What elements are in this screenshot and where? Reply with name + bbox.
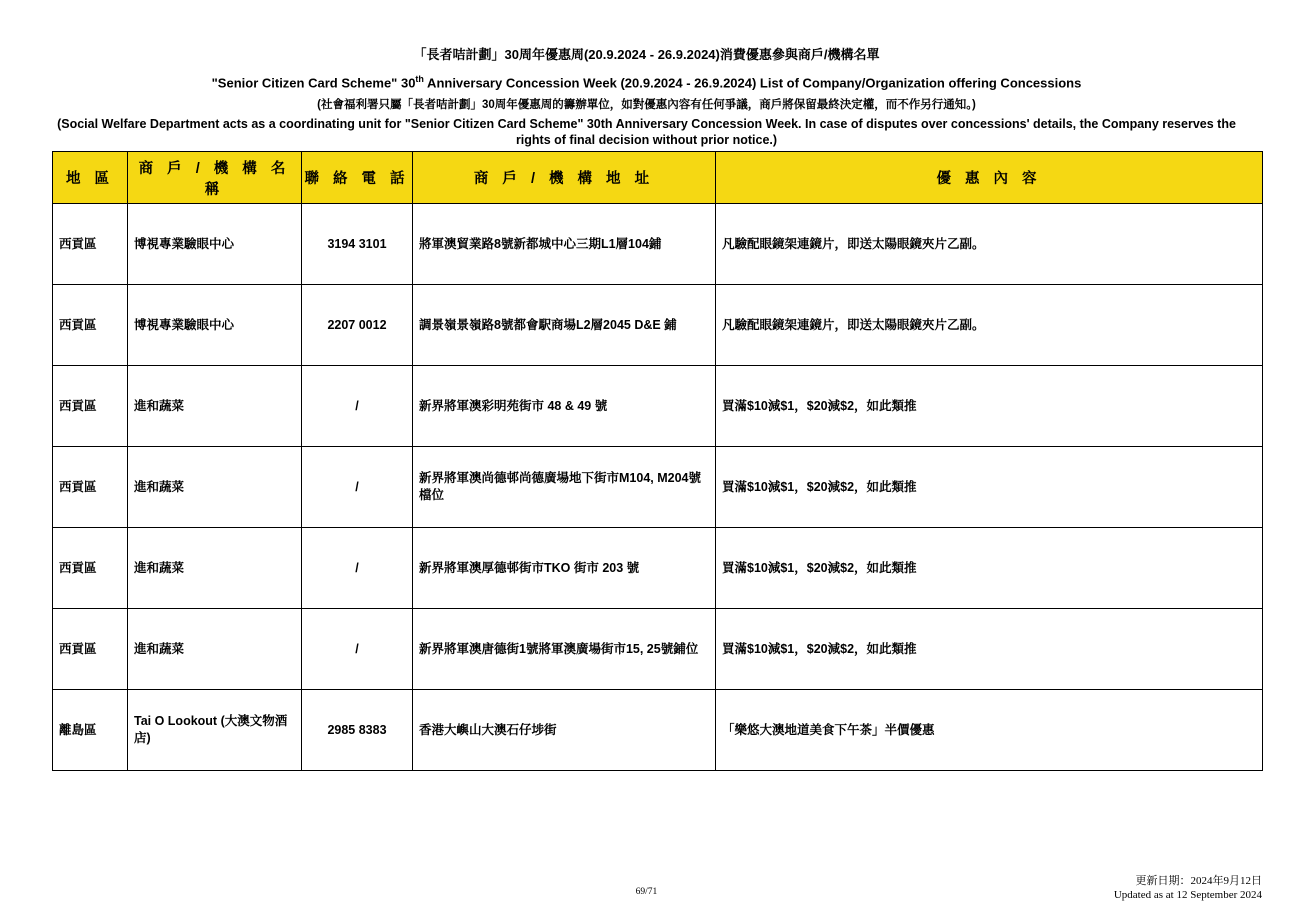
- title-chinese: 「長者咭計劃」30周年優惠周(20.9.2024 - 26.9.2024)消費優惠參與商戶/機構名單: [413, 47, 880, 62]
- cell-name: 博視專業驗眼中心: [128, 285, 302, 366]
- cell-address: 新界將軍澳唐德街1號將軍澳廣場街市15, 25號鋪位: [413, 609, 716, 690]
- cell-address: 香港大嶼山大澳石仔埗街: [413, 690, 716, 771]
- document-header: [46, 44, 1247, 165]
- cell-phone: /: [302, 528, 413, 609]
- table-row: [53, 366, 1263, 447]
- table-row: [53, 528, 1263, 609]
- cell-address: 將軍澳貿業路8號新都城中心三期L1層104鋪: [413, 204, 716, 285]
- title-english-prefix: "Senior Citizen Card Scheme" 30: [211, 75, 416, 91]
- column-header-concession: 優 惠 內 容: [716, 152, 1263, 204]
- cell-address: 新界將軍澳彩明苑街市 48 & 49 號: [413, 366, 716, 447]
- cell-address: 調景嶺景嶺路8號都會駅商場L2層2045 D&E 鋪: [413, 285, 716, 366]
- cell-phone: 2985 8383: [302, 690, 413, 771]
- cell-phone: /: [302, 366, 413, 447]
- cell-concession: 凡驗配眼鏡架連鏡片，即送太陽眼鏡夾片乙副。: [716, 285, 1263, 366]
- cell-phone: /: [302, 609, 413, 690]
- cell-district: 西貢區: [53, 609, 128, 690]
- column-header-name: 商 戶 / 機 構 名 稱: [128, 152, 302, 204]
- cell-district: 離島區: [53, 690, 128, 771]
- cell-district: 西貢區: [53, 285, 128, 366]
- cell-phone: 3194 3101: [302, 204, 413, 285]
- cell-name: 進和蔬菜: [128, 528, 302, 609]
- cell-district: 西貢區: [53, 528, 128, 609]
- update-date-block: [1114, 874, 1262, 902]
- title-english-suffix: Anniversary Concession Week (20.9.2024 - 26.9.2024) List of Company/Organization offering Concessions: [423, 75, 1082, 91]
- cell-name: 進和蔬菜: [128, 447, 302, 528]
- cell-district: 西貢區: [53, 366, 128, 447]
- cell-concession: 買滿$10減$1，$20減$2，如此類推: [716, 528, 1263, 609]
- update-date-english: Updated as at 12 September 2024: [1113, 889, 1262, 901]
- column-header-phone: 聯 絡 電 話: [302, 152, 413, 204]
- title-english: [46, 74, 1247, 90]
- cell-name: Tai O Lookout (大澳文物酒店): [128, 690, 302, 771]
- cell-district: 西貢區: [53, 204, 128, 285]
- cell-address: 新界將軍澳厚德邨街市TKO 街市 203 號: [413, 528, 716, 609]
- table-row: [53, 609, 1263, 690]
- page-number: 69/71: [635, 887, 658, 897]
- column-header-district: 地 區: [53, 152, 128, 204]
- concessions-table: [52, 151, 1263, 771]
- table-header-row: [53, 152, 1263, 204]
- cell-phone: 2207 0012: [302, 285, 413, 366]
- cell-name: 進和蔬菜: [128, 609, 302, 690]
- table-row: [53, 690, 1263, 771]
- cell-name: 進和蔬菜: [128, 366, 302, 447]
- cell-concession: 「樂悠大澳地道美食下午茶」半價優惠: [716, 690, 1263, 771]
- title-english-superscript: th: [415, 74, 424, 84]
- table-row: [53, 285, 1263, 366]
- disclaimer-chinese: (社會福利署只屬「長者咭計劃」30周年優惠周的籌辦單位，如對優惠內容有任何爭議，商戶將保留最終決定權，而不作另行通知。): [317, 99, 976, 112]
- table-row: [53, 204, 1263, 285]
- update-date-chinese: 更新日期：2024年9月12日: [1135, 875, 1262, 887]
- cell-concession: 買滿$10減$1，$20減$2，如此類推: [716, 366, 1263, 447]
- disclaimer-english: (Social Welfare Department acts as a coordinating unit for "Senior Citizen Card Scheme" 30th Anniversary Concession Week. In case of disputes over concessions' details, the Company reserves the rights of final decision without prior notice.): [57, 117, 1236, 148]
- cell-concession: 凡驗配眼鏡架連鏡片，即送太陽眼鏡夾片乙副。: [716, 204, 1263, 285]
- cell-name: 博視專業驗眼中心: [128, 204, 302, 285]
- cell-district: 西貢區: [53, 447, 128, 528]
- cell-address: 新界將軍澳尚德邨尚德廣場地下街市M104, M204號檔位: [413, 447, 716, 528]
- column-header-address: 商 戶 / 機 構 地 址: [413, 152, 716, 204]
- cell-phone: /: [302, 447, 413, 528]
- cell-concession: 買滿$10減$1，$20減$2，如此類推: [716, 447, 1263, 528]
- table-row: [53, 447, 1263, 528]
- cell-concession: 買滿$10減$1，$20減$2，如此類推: [716, 609, 1263, 690]
